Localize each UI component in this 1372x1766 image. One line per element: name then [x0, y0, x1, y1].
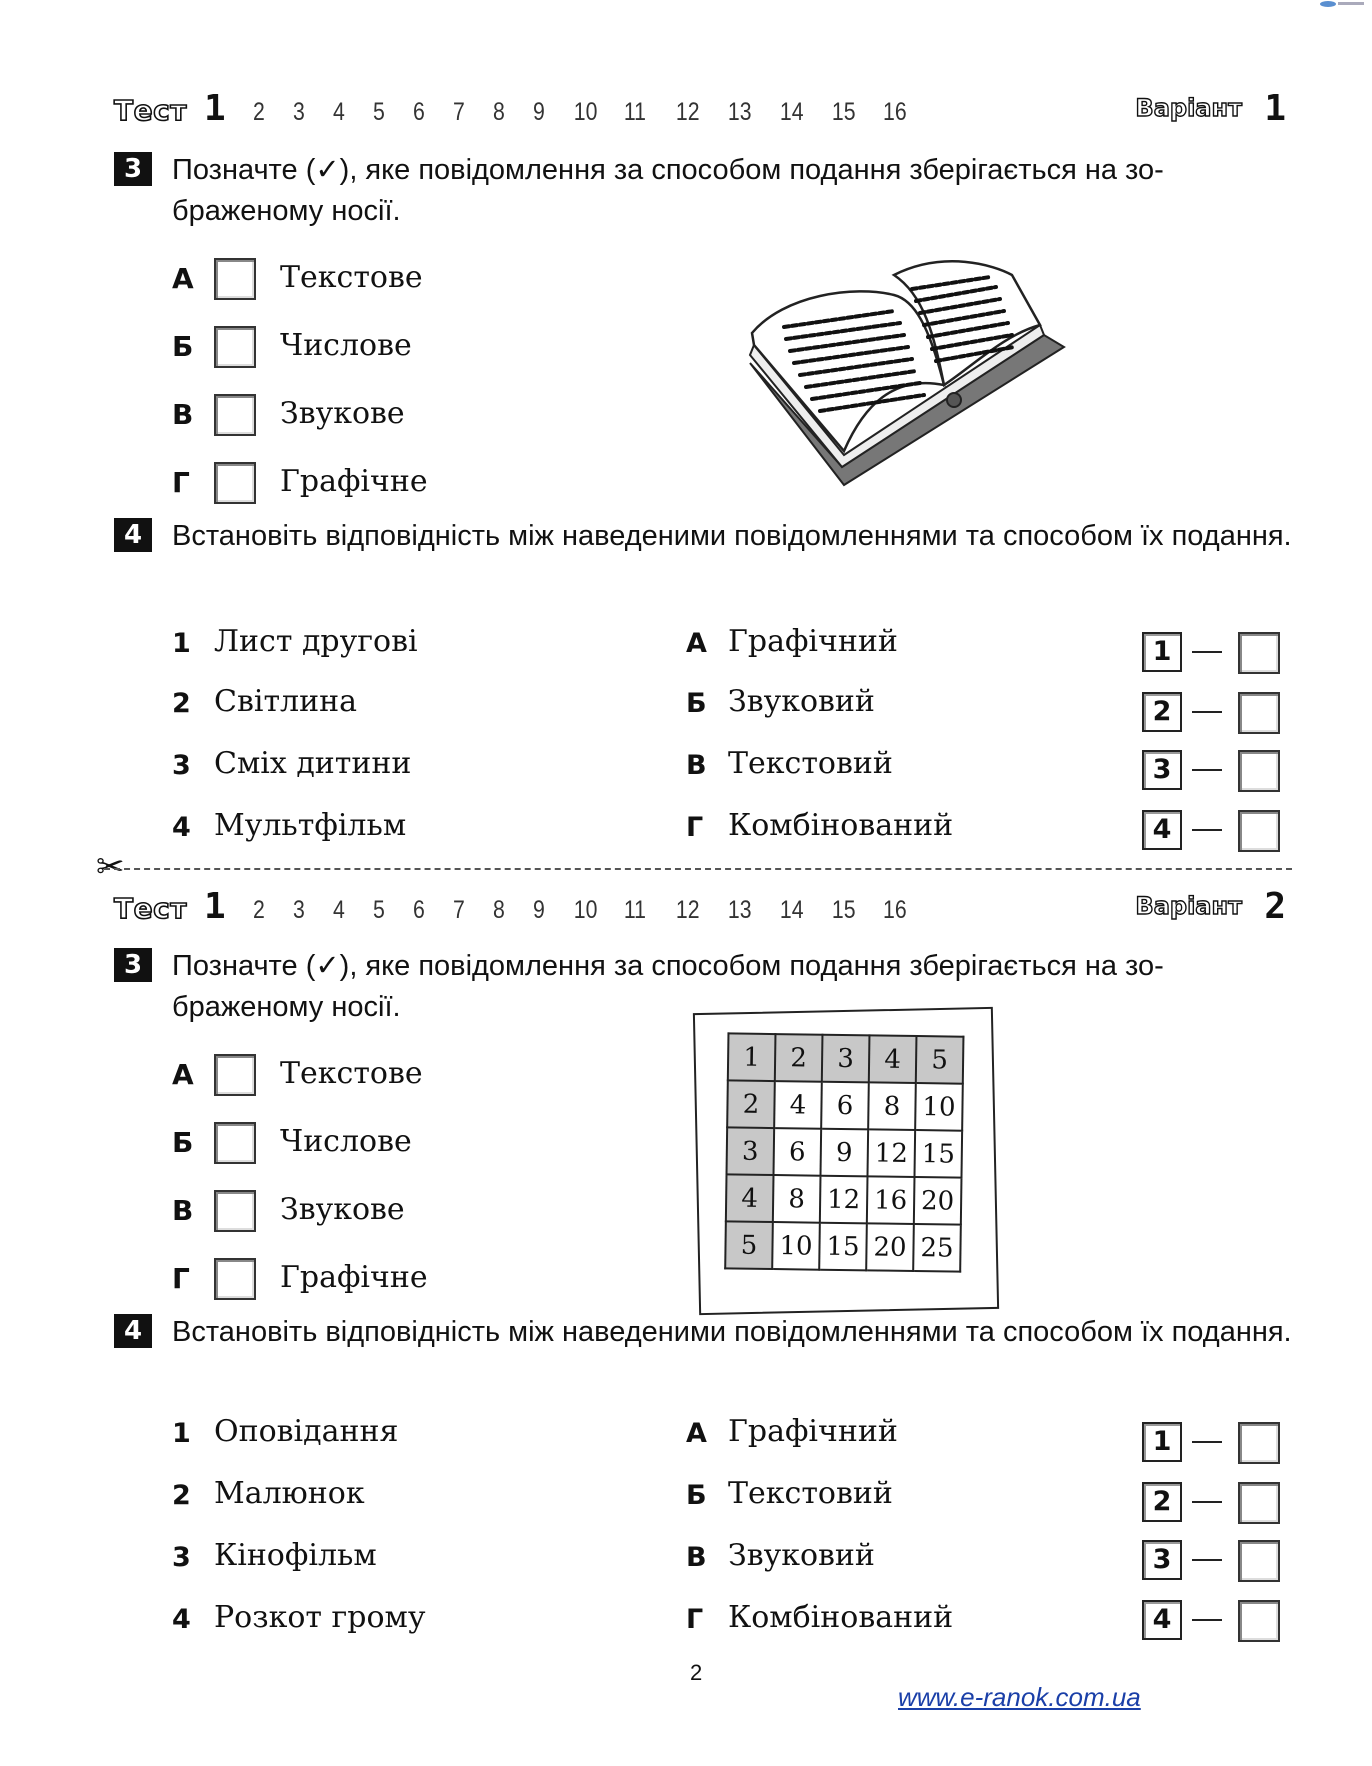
- answer-box[interactable]: [1238, 692, 1280, 734]
- answer-dash: [1192, 1559, 1222, 1561]
- test-nav-number: 12: [675, 98, 700, 126]
- table-cell: 20: [914, 1177, 962, 1225]
- option-b-checkbox[interactable]: [214, 326, 256, 368]
- table-cell: 8: [868, 1082, 916, 1130]
- test-nav-number: 6: [413, 896, 425, 924]
- answer-dash: [1192, 829, 1222, 831]
- answer-dash: [1192, 1501, 1222, 1503]
- test-nav-number: 15: [831, 98, 856, 126]
- message-text: Малюнок: [214, 1476, 365, 1511]
- question-number-3: 3: [114, 948, 152, 982]
- option-letter: А: [172, 262, 194, 295]
- answer-dash: [1192, 1619, 1222, 1621]
- open-book-icon: [744, 255, 1070, 487]
- answer-box[interactable]: [1238, 1600, 1280, 1642]
- message-text: Кінофільм: [214, 1538, 377, 1573]
- answer-box[interactable]: [1238, 1540, 1280, 1582]
- table-row: [725, 1221, 961, 1271]
- table-cell: 6: [821, 1082, 869, 1130]
- test-nav-number: 3: [293, 896, 305, 924]
- multiplication-table-card: [693, 1007, 999, 1315]
- answer-box[interactable]: [1238, 1422, 1280, 1464]
- answer-dash: [1192, 711, 1222, 713]
- test-nav-number: 9: [533, 98, 545, 126]
- method-letter: В: [686, 750, 707, 781]
- table-cell: 12: [867, 1129, 915, 1177]
- method-text: Комбінований: [728, 808, 954, 843]
- table-cell: 10: [915, 1083, 963, 1131]
- table-row: [726, 1174, 962, 1224]
- option-letter: В: [172, 398, 194, 431]
- test-nav-number: 11: [623, 896, 646, 924]
- option-label: Текстове: [280, 260, 423, 295]
- test-nav-number: 10: [573, 98, 598, 126]
- method-letter: В: [686, 1542, 707, 1573]
- option-label: Числове: [280, 1124, 412, 1159]
- test-numbers-list: [250, 98, 920, 127]
- test-nav-number: 7: [453, 98, 465, 126]
- option-letter: Б: [172, 330, 194, 363]
- answer-box[interactable]: [1238, 810, 1280, 852]
- test-label: Тест: [114, 892, 187, 925]
- test-nav-number: 14: [779, 896, 804, 924]
- table-row: [727, 1127, 963, 1177]
- test-numbers-list: [250, 896, 920, 925]
- option-letter: Г: [172, 1262, 190, 1295]
- message-number: 4: [172, 1604, 191, 1635]
- question-3-text: Позначте (✓), яке повідомлення за способом подання зберігається на зо- браженому носії.: [172, 154, 1164, 227]
- message-number: 2: [172, 1480, 191, 1511]
- test-nav-number: 11: [623, 98, 646, 126]
- answer-number: 3: [1142, 1540, 1182, 1580]
- variant-label: Варіант: [1135, 892, 1242, 920]
- option-label: Графічне: [280, 1260, 428, 1295]
- test-nav-number: 8: [493, 896, 505, 924]
- multiplication-table: [724, 1032, 964, 1272]
- test-label: Тест: [114, 94, 187, 127]
- answer-number: 2: [1142, 692, 1182, 732]
- answer-box[interactable]: [1238, 1482, 1280, 1524]
- option-b-checkbox[interactable]: [214, 1122, 256, 1164]
- message-number: 1: [172, 1418, 191, 1449]
- message-text: Світлина: [214, 684, 357, 719]
- option-v-checkbox[interactable]: [214, 1190, 256, 1232]
- table-cell: 5: [916, 1036, 964, 1084]
- method-text: Звуковий: [728, 1538, 875, 1573]
- test-nav-number: 13: [727, 896, 752, 924]
- question-number-4: 4: [114, 1314, 152, 1348]
- answer-number: 3: [1142, 750, 1182, 790]
- option-label: Графічне: [280, 464, 428, 499]
- test-nav-number: 5: [373, 98, 385, 126]
- test-number: 1: [204, 88, 226, 129]
- test-nav-number: 14: [779, 98, 804, 126]
- message-number: 3: [172, 750, 191, 781]
- answer-number: 1: [1142, 632, 1182, 672]
- option-label: Звукове: [280, 1192, 405, 1227]
- table-cell: 25: [913, 1224, 961, 1272]
- method-letter: Б: [686, 1480, 707, 1511]
- option-letter: Б: [172, 1126, 194, 1159]
- test-nav-number: 5: [373, 896, 385, 924]
- table-cell: 4: [869, 1035, 917, 1083]
- option-v-checkbox[interactable]: [214, 394, 256, 436]
- question-number-3: 3: [114, 152, 152, 186]
- method-letter: Г: [686, 1604, 704, 1635]
- message-number: 3: [172, 1542, 191, 1573]
- test-nav-number: 4: [333, 98, 345, 126]
- cut-line: [104, 868, 1292, 870]
- table-cell: 6: [774, 1128, 822, 1176]
- answer-dash: [1192, 651, 1222, 653]
- table-cell: 15: [914, 1130, 962, 1178]
- method-text: Текстовий: [728, 746, 893, 781]
- test-nav-number: 9: [533, 896, 545, 924]
- variant-label: Варіант: [1135, 94, 1242, 122]
- table-cell: 15: [819, 1223, 867, 1271]
- table-cell: 1: [728, 1033, 776, 1081]
- method-letter: А: [686, 1418, 707, 1449]
- answer-number: 1: [1142, 1422, 1182, 1462]
- test-header-variant-1: [114, 88, 1286, 132]
- question-3-text: Позначте (✓), яке повідомлення за способом подання зберігається на зо- браженому носії.: [172, 950, 1164, 1023]
- table-cell: 8: [773, 1175, 821, 1223]
- method-text: Комбінований: [728, 1600, 954, 1635]
- test-nav-number: 16: [883, 98, 907, 126]
- message-number: 2: [172, 688, 191, 719]
- table-cell: 5: [725, 1221, 773, 1269]
- test-nav-number: 8: [493, 98, 505, 126]
- method-text: Звуковий: [728, 684, 875, 719]
- option-a-checkbox[interactable]: [214, 1054, 256, 1096]
- option-label: Числове: [280, 328, 412, 363]
- option-a-checkbox[interactable]: [214, 258, 256, 300]
- variant-number: 1: [1264, 88, 1286, 129]
- variant-number: 2: [1264, 886, 1286, 927]
- method-letter: А: [686, 628, 707, 659]
- scissors-icon: ✂: [96, 847, 125, 887]
- answer-number: 2: [1142, 1482, 1182, 1522]
- table-cell: 9: [820, 1129, 868, 1177]
- message-text: Сміх дитини: [214, 746, 412, 781]
- question-4-text: Встановіть відповідність між наведеними повідомленнями та способом їх подання.: [172, 520, 1292, 552]
- question-number-4: 4: [114, 518, 152, 552]
- test-nav-number: 15: [831, 896, 856, 924]
- test-nav-number: 6: [413, 98, 425, 126]
- table-cell: 3: [727, 1127, 775, 1175]
- table-cell: 4: [726, 1174, 774, 1222]
- test-nav-number: 10: [573, 896, 598, 924]
- method-text: Графічний: [728, 1414, 898, 1449]
- table-cell: 10: [772, 1222, 820, 1270]
- message-text: Оповідання: [214, 1414, 399, 1449]
- answer-box[interactable]: [1238, 750, 1280, 792]
- option-label: Текстове: [280, 1056, 423, 1091]
- answer-box[interactable]: [1238, 632, 1280, 674]
- method-letter: Б: [686, 688, 707, 719]
- test-header-variant-2: [114, 886, 1286, 930]
- table-row: [728, 1033, 964, 1083]
- table-cell: 2: [727, 1080, 775, 1128]
- table-cell: 2: [775, 1034, 823, 1082]
- message-number: 4: [172, 812, 191, 843]
- option-letter: Г: [172, 466, 190, 499]
- table-cell: 16: [867, 1176, 915, 1224]
- test-number: 1: [204, 886, 226, 927]
- page-number: 2: [690, 1660, 703, 1685]
- method-letter: Г: [686, 812, 704, 843]
- test-nav-number: 16: [883, 896, 907, 924]
- test-nav-number: 2: [253, 896, 265, 924]
- option-label: Звукове: [280, 396, 405, 431]
- option-letter: А: [172, 1058, 194, 1091]
- test-nav-number: 13: [727, 98, 752, 126]
- message-text: Мультфільм: [214, 808, 407, 843]
- answer-number: 4: [1142, 810, 1182, 850]
- test-nav-number: 3: [293, 98, 305, 126]
- test-nav-number: 12: [675, 896, 700, 924]
- table-row: [727, 1080, 963, 1130]
- answer-number: 4: [1142, 1600, 1182, 1640]
- option-g-checkbox[interactable]: [214, 1258, 256, 1300]
- method-text: Графічний: [728, 624, 898, 659]
- message-number: 1: [172, 628, 191, 659]
- answer-dash: [1192, 769, 1222, 771]
- test-nav-number: 7: [453, 896, 465, 924]
- option-g-checkbox[interactable]: [214, 462, 256, 504]
- test-nav-number: 2: [253, 98, 265, 126]
- table-cell: 12: [820, 1176, 868, 1224]
- website-link[interactable]: www.e-ranok.com.ua: [898, 1682, 1141, 1712]
- method-text: Текстовий: [728, 1476, 893, 1511]
- question-4-text: Встановіть відповідність між наведеними повідомленнями та способом їх подання.: [172, 1316, 1292, 1348]
- message-text: Розкот грому: [214, 1600, 426, 1635]
- answer-dash: [1192, 1441, 1222, 1443]
- table-cell: 3: [822, 1035, 870, 1083]
- test-nav-number: 4: [333, 896, 345, 924]
- option-letter: В: [172, 1194, 194, 1227]
- table-cell: 4: [774, 1081, 822, 1129]
- message-text: Лист другові: [214, 624, 418, 659]
- table-cell: 20: [866, 1223, 914, 1271]
- publisher-logo-icon: [1318, 0, 1366, 10]
